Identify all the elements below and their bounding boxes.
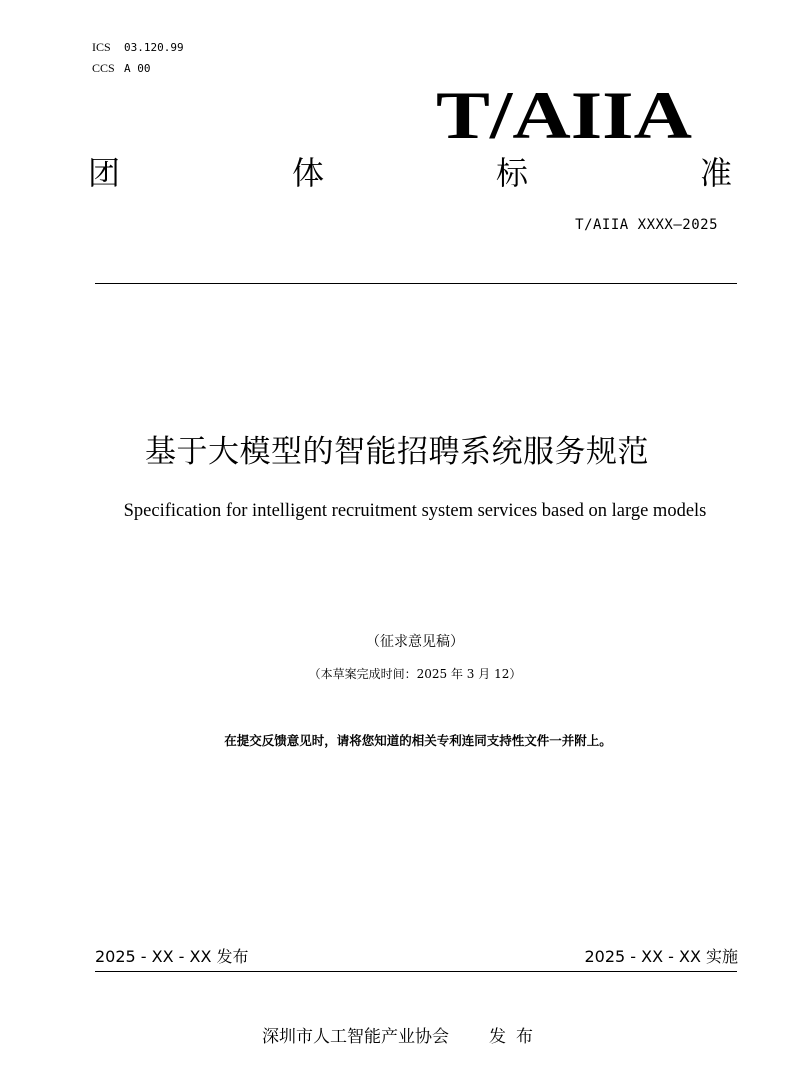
standard-type-char: 标 [495,154,528,192]
standard-type-char: 体 [291,154,324,192]
draft-completion-date: （本草案完成时间：2025 年 3 月 12） [308,667,522,681]
patent-notice: 在提交反馈意见时，请将您知道的相关专利连同支持性文件一并附上。 [224,733,612,748]
standard-type [88,150,732,196]
association-logo [436,80,696,146]
publish-date: 2025 - XX - XX 发布 [95,947,249,966]
title-english: Specification for intelligent recruitment system services based on large models [123,501,707,521]
bottom-divider [95,971,737,972]
ccs-value: A 00 [124,62,151,75]
ics-code [92,40,184,55]
publisher-action: 发布 [489,1027,543,1047]
publisher-name: 深圳市人工智能产业协会 [262,1027,449,1047]
ccs-label: CCS [92,61,115,75]
publisher [262,1025,543,1049]
standard-type-char: 团 [88,154,121,192]
draft-label: （征求意见稿） [366,634,464,650]
logo-text: T/AIIA [436,80,692,146]
standard-type-char: 准 [699,154,732,192]
top-divider [95,283,737,284]
standard-number: T/AIIA XXXX—2025 [575,217,718,233]
ics-value: 03.120.99 [124,41,184,54]
logo-mark [436,80,696,146]
ics-label: ICS [92,40,111,54]
title-chinese: 基于大模型的智能招聘系统服务规范 [145,434,649,470]
ccs-code [92,61,151,76]
implement-date: 2025 - XX - XX 实施 [584,947,738,966]
